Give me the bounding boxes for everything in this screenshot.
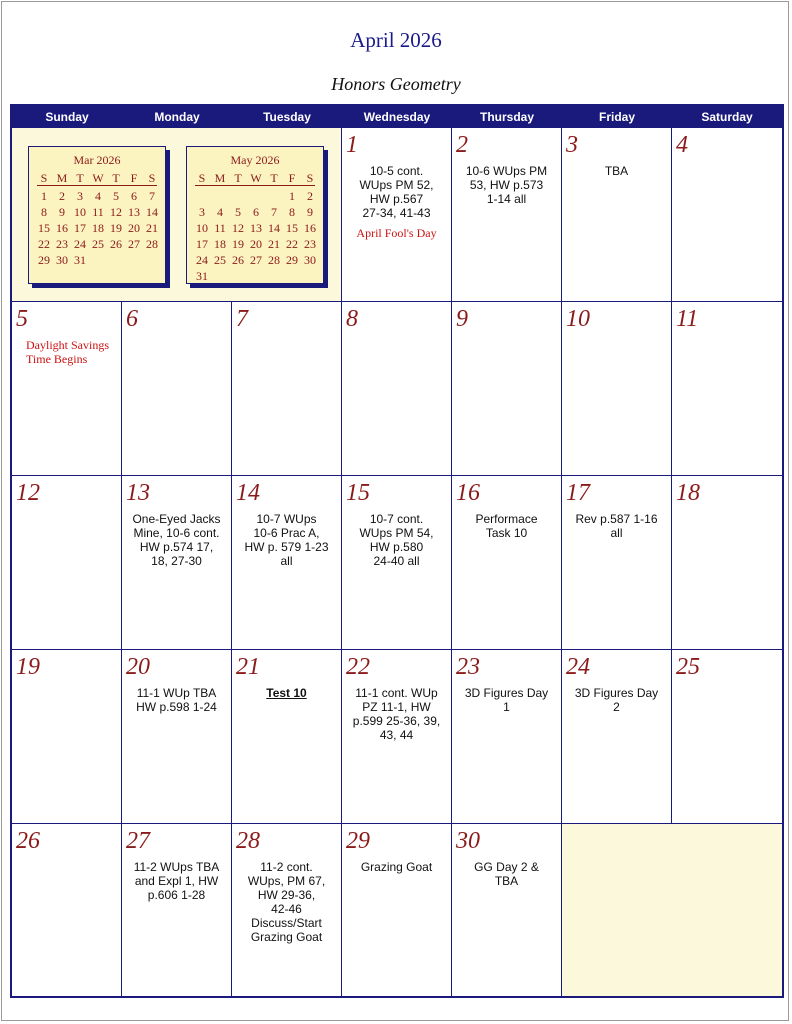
mini-weekday-letter: T [270,171,278,185]
day-number: 27 [126,828,150,854]
mini-weekday-letter: T [112,171,120,185]
mini-date: 23 [56,237,68,251]
weekday-label: Tuesday [263,110,311,124]
day-cell[interactable] [452,476,562,650]
day-cell[interactable] [672,128,782,302]
mini-weekday-letter: S [148,171,156,185]
day-number: 15 [346,480,370,506]
day-cell[interactable] [122,650,232,824]
holiday-label: April Fool's Day [356,226,437,240]
day-number: 18 [676,480,700,506]
mini-date: 25 [214,253,226,267]
event-text: 11-1 WUp TBA HW p.598 1-24 [136,686,217,714]
mini-date: 9 [59,205,65,219]
event-text: One-Eyed Jacks Mine, 10-6 cont. HW p.574 17, 18, 27-30 [132,512,221,568]
empty-filler-cell [562,824,782,996]
day-cell[interactable] [562,128,672,302]
day-cell[interactable] [232,650,342,824]
event-text: 10-6 WUps PM 53, HW p.573 1-14 all [465,164,548,206]
day-number: 7 [236,306,248,332]
mini-date: 19 [232,237,244,251]
day-number: 19 [16,654,40,680]
day-number: 17 [566,480,590,506]
mini-weekday-letter: T [234,171,242,185]
mini-date: 11 [92,205,104,219]
day-cell[interactable] [562,650,672,824]
weekday-label: Saturday [701,110,753,124]
day-cell[interactable] [452,824,562,996]
event-text: GG Day 2 & TBA [474,860,539,888]
mini-date: 25 [92,237,104,251]
day-cell[interactable] [12,302,122,476]
mini-date: 17 [74,221,86,235]
holiday-label: Daylight Savings Time Begins [26,338,109,366]
weekday-header [12,106,782,128]
day-cell[interactable] [342,476,452,650]
mini-weekday-letter: F [130,171,138,185]
event-text: 3D Figures Day 2 [574,686,659,714]
day-cell[interactable] [672,476,782,650]
day-number: 11 [676,306,699,332]
mini-date: 10 [196,221,208,235]
mini-calendar [186,146,324,284]
mini-weekday-letter: W [92,171,104,185]
mini-calendar [28,146,166,284]
mini-date: 7 [271,205,277,219]
day-cell[interactable] [232,302,342,476]
mini-date: 26 [232,253,244,267]
mini-date: 1 [289,189,295,203]
day-number: 8 [346,306,358,332]
day-cell[interactable] [122,302,232,476]
calendar-title: April 2026 [350,28,442,52]
event-text: Rev p.587 1-16 all [575,512,658,540]
event-text: Performace Task 10 [475,512,538,540]
day-cell[interactable] [122,476,232,650]
mini-weekday-letter: S [198,171,206,185]
day-cell[interactable] [12,650,122,824]
mini-date: 12 [232,221,244,235]
mini-date: 12 [110,205,122,219]
mini-date: 31 [196,269,208,283]
mini-calendar-title: May 2026 [230,153,280,167]
day-number: 9 [456,306,468,332]
mini-date: 6 [253,205,259,219]
mini-date: 19 [110,221,122,235]
day-number: 4 [676,132,688,158]
day-cell[interactable] [672,302,782,476]
mini-date: 3 [77,189,83,203]
day-number: 30 [456,828,480,854]
event-text: 11-1 cont. WUp PZ 11-1, HW p.599 25-36, 39, 43, 44 [352,686,441,742]
day-number: 14 [236,480,260,506]
day-number: 28 [236,828,260,854]
weekday-label: Thursday [479,110,534,124]
mini-date: 24 [196,253,208,267]
day-number: 13 [126,480,150,506]
day-number: 10 [566,306,590,332]
day-number: 2 [456,132,468,158]
day-number: 3 [566,132,578,158]
mini-weekday-letter: F [288,171,296,185]
day-number: 16 [456,480,480,506]
mini-date: 10 [74,205,86,219]
mini-date: 15 [38,221,50,235]
mini-date: 20 [128,221,140,235]
mini-date: 13 [250,221,262,235]
day-number: 22 [346,654,370,680]
day-number: 26 [16,828,40,854]
day-cell[interactable] [232,476,342,650]
mini-date: 24 [74,237,86,251]
day-number: 6 [126,306,138,332]
mini-date: 16 [56,221,68,235]
day-cell[interactable] [562,476,672,650]
mini-date: 18 [92,221,104,235]
day-number: 24 [566,654,590,680]
mini-date: 22 [38,237,50,251]
calendar-subtitle: Honors Geometry [331,74,461,94]
mini-weekday-letter: T [76,171,84,185]
mini-date: 27 [250,253,262,267]
mini-date: 23 [304,237,316,251]
day-cell[interactable] [672,650,782,824]
day-cell[interactable] [452,128,562,302]
day-cell[interactable] [12,476,122,650]
weekday-label: Friday [598,110,635,124]
mini-date: 5 [113,189,119,203]
day-cell[interactable] [452,650,562,824]
weekday-label: Monday [154,110,200,124]
mini-date: 22 [286,237,298,251]
mini-date: 27 [128,237,140,251]
mini-date: 2 [307,189,313,203]
day-cell[interactable] [342,302,452,476]
day-cell[interactable] [12,824,122,996]
event-text: 10-5 cont. WUps PM 52, HW p.567 27-34, 41-43 [359,164,434,220]
event-text: 11-2 WUps TBA and Expl 1, HW p.606 1-28 [133,860,220,902]
day-number: 20 [126,654,150,680]
event-text: Test 10 [266,686,307,700]
mini-weekday-letter: W [250,171,262,185]
day-cell[interactable] [342,650,452,824]
mini-date: 4 [217,205,223,219]
event-text: Grazing Goat [360,860,433,874]
mini-calendar-cell [12,128,342,302]
mini-date: 13 [128,205,140,219]
day-number: 29 [346,828,370,854]
mini-date: 14 [268,221,280,235]
mini-date: 30 [56,253,68,267]
month-grid [10,104,784,998]
mini-date: 16 [304,221,316,235]
mini-date: 9 [307,205,313,219]
mini-date: 18 [214,237,226,251]
weekday-label: Wednesday [363,110,431,124]
mini-weekday-letter: S [40,171,48,185]
event-text: 10-7 WUps 10-6 Prac A, HW p. 579 1-23 all [244,512,329,568]
event-text: 10-7 cont. WUps PM 54, HW p.580 24-40 all [359,512,434,568]
day-cell[interactable] [232,824,342,996]
day-cell[interactable] [342,128,452,302]
mini-weekday-letter: M [214,171,226,185]
mini-date: 17 [196,237,208,251]
day-number: 1 [346,132,358,158]
day-cell[interactable] [342,824,452,996]
event-text: 11-2 cont. WUps, PM 67, HW 29-36, 42-46 Discuss/Start Grazing Goat [247,860,326,944]
mini-date: 3 [199,205,205,219]
mini-date: 8 [41,205,47,219]
mini-date: 29 [38,253,50,267]
mini-calendar-title: Mar 2026 [73,153,121,167]
mini-weekday-letter: S [306,171,314,185]
day-cell[interactable] [452,302,562,476]
day-number: 23 [456,654,480,680]
day-number: 12 [16,480,40,506]
mini-weekday-letter: M [56,171,68,185]
mini-date: 26 [110,237,122,251]
mini-date: 7 [149,189,155,203]
event-text: 3D Figures Day 1 [464,686,549,714]
weekday-label: Sunday [45,110,89,124]
day-cell[interactable] [562,302,672,476]
day-cell[interactable] [122,824,232,996]
day-number: 25 [676,654,700,680]
mini-date: 20 [250,237,262,251]
mini-date: 31 [74,253,86,267]
mini-date: 8 [289,205,295,219]
mini-date: 29 [286,253,298,267]
mini-date: 28 [268,253,280,267]
day-number: 21 [236,654,260,680]
mini-date: 2 [59,189,65,203]
mini-date: 30 [304,253,316,267]
mini-date: 6 [131,189,137,203]
mini-date: 5 [235,205,241,219]
mini-date: 1 [41,189,47,203]
mini-date: 21 [146,221,158,235]
mini-date: 14 [146,205,158,219]
mini-date: 15 [286,221,298,235]
mini-date: 11 [214,221,226,235]
day-number: 5 [16,306,28,332]
mini-date: 4 [95,189,101,203]
mini-date: 21 [268,237,280,251]
mini-date: 28 [146,237,158,251]
event-text: TBA [604,164,629,178]
